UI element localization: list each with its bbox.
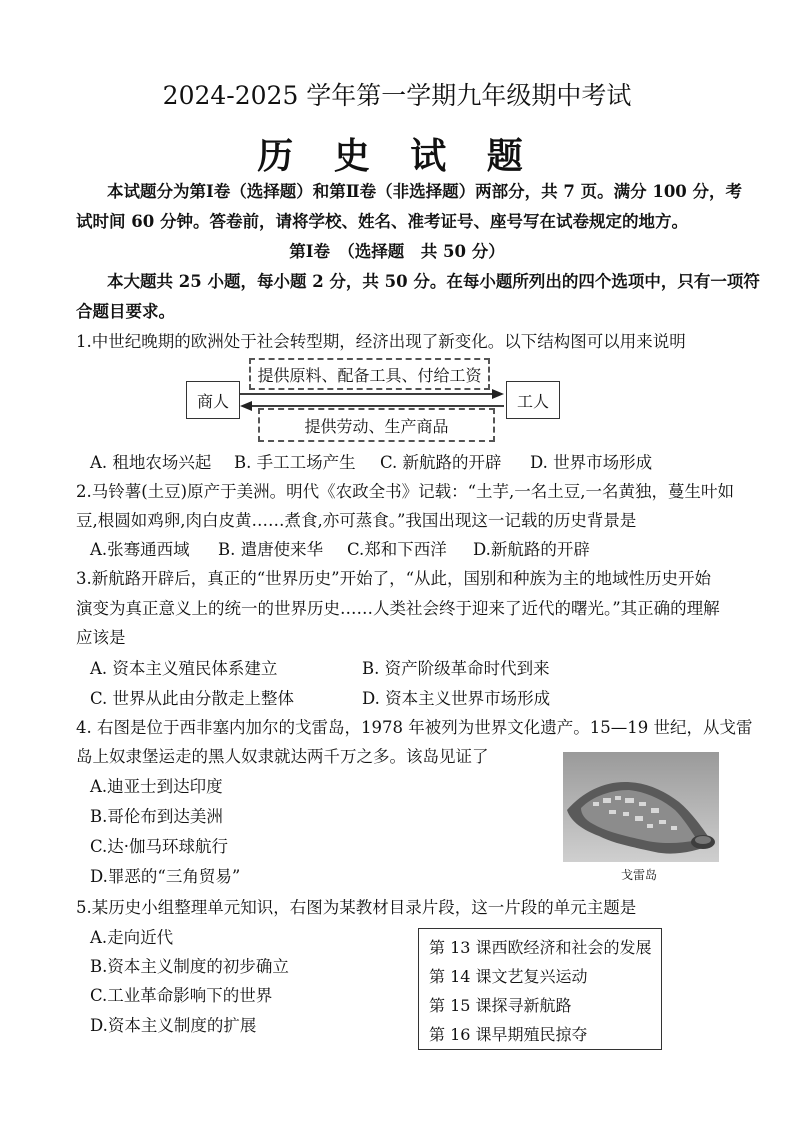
section-heading: 第Ⅰ卷 （选择题 共 50 分） — [289, 242, 505, 261]
q2-option-a: A.张骞通西域 — [90, 540, 190, 559]
q2-stem-line-2: 豆,根圆如鸡卵,肉白皮黄……煮食,亦可蒸食。”我国出现这一记载的历史背景是 — [76, 511, 637, 530]
textbook-toc — [418, 928, 662, 1050]
q5-option-c: C.工业革命影响下的世界 — [90, 986, 273, 1005]
q3-option-d: D. 资本主义世界市场形成 — [362, 689, 551, 708]
goree-island-photo — [563, 752, 719, 862]
q1-option-b: B. 手工工场产生 — [234, 453, 356, 472]
instructions-line-2: 试时间 60 分钟。答卷前，请将学校、姓名、准考证号、座号写在试卷规定的地方。 — [76, 212, 688, 231]
section-desc-line-1: 本大题共 25 小题，每小题 2 分，共 50 分。在每小题所列出的四个选项中，只有一项符 — [107, 272, 760, 291]
arrow-right-head — [492, 389, 504, 399]
toc-item: 第 15 课探寻新航路 — [429, 996, 572, 1015]
q2-option-d: D.新航路的开辟 — [473, 540, 590, 559]
q4-stem-line-2: 岛上奴隶堡运走的黑人奴隶就达两千万之多。该岛见证了 — [76, 747, 489, 766]
q2-option-b: B. 遣唐使来华 — [218, 540, 324, 559]
q3-option-a: A. 资本主义殖民体系建立 — [90, 659, 278, 678]
q4-option-b: B.哥伦布到达美洲 — [90, 807, 223, 826]
q2-option-c: C.郑和下西洋 — [347, 540, 447, 559]
q3-stem-line-3: 应该是 — [76, 628, 126, 647]
q5-stem: 5.某历史小组整理单元知识，右图为某教材目录片段，这一片段的单元主题是 — [76, 898, 637, 917]
q1-bottom-label: 提供劳动、生产商品 — [258, 408, 495, 442]
q1-stem: 1.中世纪晚期的欧洲处于社会转型期，经济出现了新变化。以下结构图可以用来说明 — [76, 332, 686, 351]
q1-top-label: 提供原料、配备工具、付给工资 — [249, 358, 490, 390]
merchant-box: 商人 — [186, 381, 240, 419]
q5-option-d: D.资本主义制度的扩展 — [90, 1016, 257, 1035]
q4-option-d: D.罪恶的“三角贸易” — [90, 867, 241, 886]
section-desc-line-2: 合题目要求。 — [76, 302, 175, 321]
arrow-left-head — [240, 401, 252, 411]
q4-option-a: A.迪亚士到达印度 — [90, 777, 223, 796]
instructions-line-1: 本试题分为第Ⅰ卷（选择题）和第Ⅱ卷（非选择题）两部分，共 7 页。满分 100 分，考 — [107, 182, 743, 201]
q2-stem-line-1: 2.马铃薯(土豆)原产于美洲。明代《农政全书》记载：“土芋,一名土豆,一名黄独，蔓生叶如 — [76, 482, 735, 501]
q5-option-b: B.资本主义制度的初步确立 — [90, 957, 289, 976]
subject-title: 历 史 试 题 — [257, 135, 537, 177]
q3-stem-line-2: 演变为真正意义上的统一的世界历史……人类社会终于迎来了近代的曙光。”其正确的理解 — [76, 599, 720, 618]
q4-stem-line-1: 4. 右图是位于西非塞内加尔的戈雷岛，1978 年被列为世界文化遗产。15—19 世纪，从戈雷 — [76, 718, 753, 737]
q3-option-b: B. 资产阶级革命时代到来 — [362, 659, 550, 678]
q5-option-a: A.走向近代 — [90, 928, 174, 947]
q1-option-d: D. 世界市场形成 — [530, 453, 653, 472]
island-illustration — [563, 752, 719, 862]
q1-option-c: C. 新航路的开辟 — [380, 453, 502, 472]
q3-option-c: C. 世界从此由分散走上整体 — [90, 689, 295, 708]
photo-caption: 戈雷岛 — [621, 868, 658, 882]
q1-option-a: A. 租地农场兴起 — [90, 453, 212, 472]
exam-title: 2024-2025 学年第一学期九年级期中考试 — [162, 81, 632, 110]
toc-item: 第 13 课西欧经济和社会的发展 — [429, 938, 652, 957]
toc-item: 第 16 课早期殖民掠夺 — [429, 1025, 588, 1044]
toc-item: 第 14 课文艺复兴运动 — [429, 967, 588, 986]
q3-stem-line-1: 3.新航路开辟后，真正的“世界历史”开始了，“从此，国别和种族为主的地域性历史开始 — [76, 569, 712, 588]
q4-option-c: C.达·伽马环球航行 — [90, 837, 229, 856]
worker-box: 工人 — [506, 381, 560, 419]
